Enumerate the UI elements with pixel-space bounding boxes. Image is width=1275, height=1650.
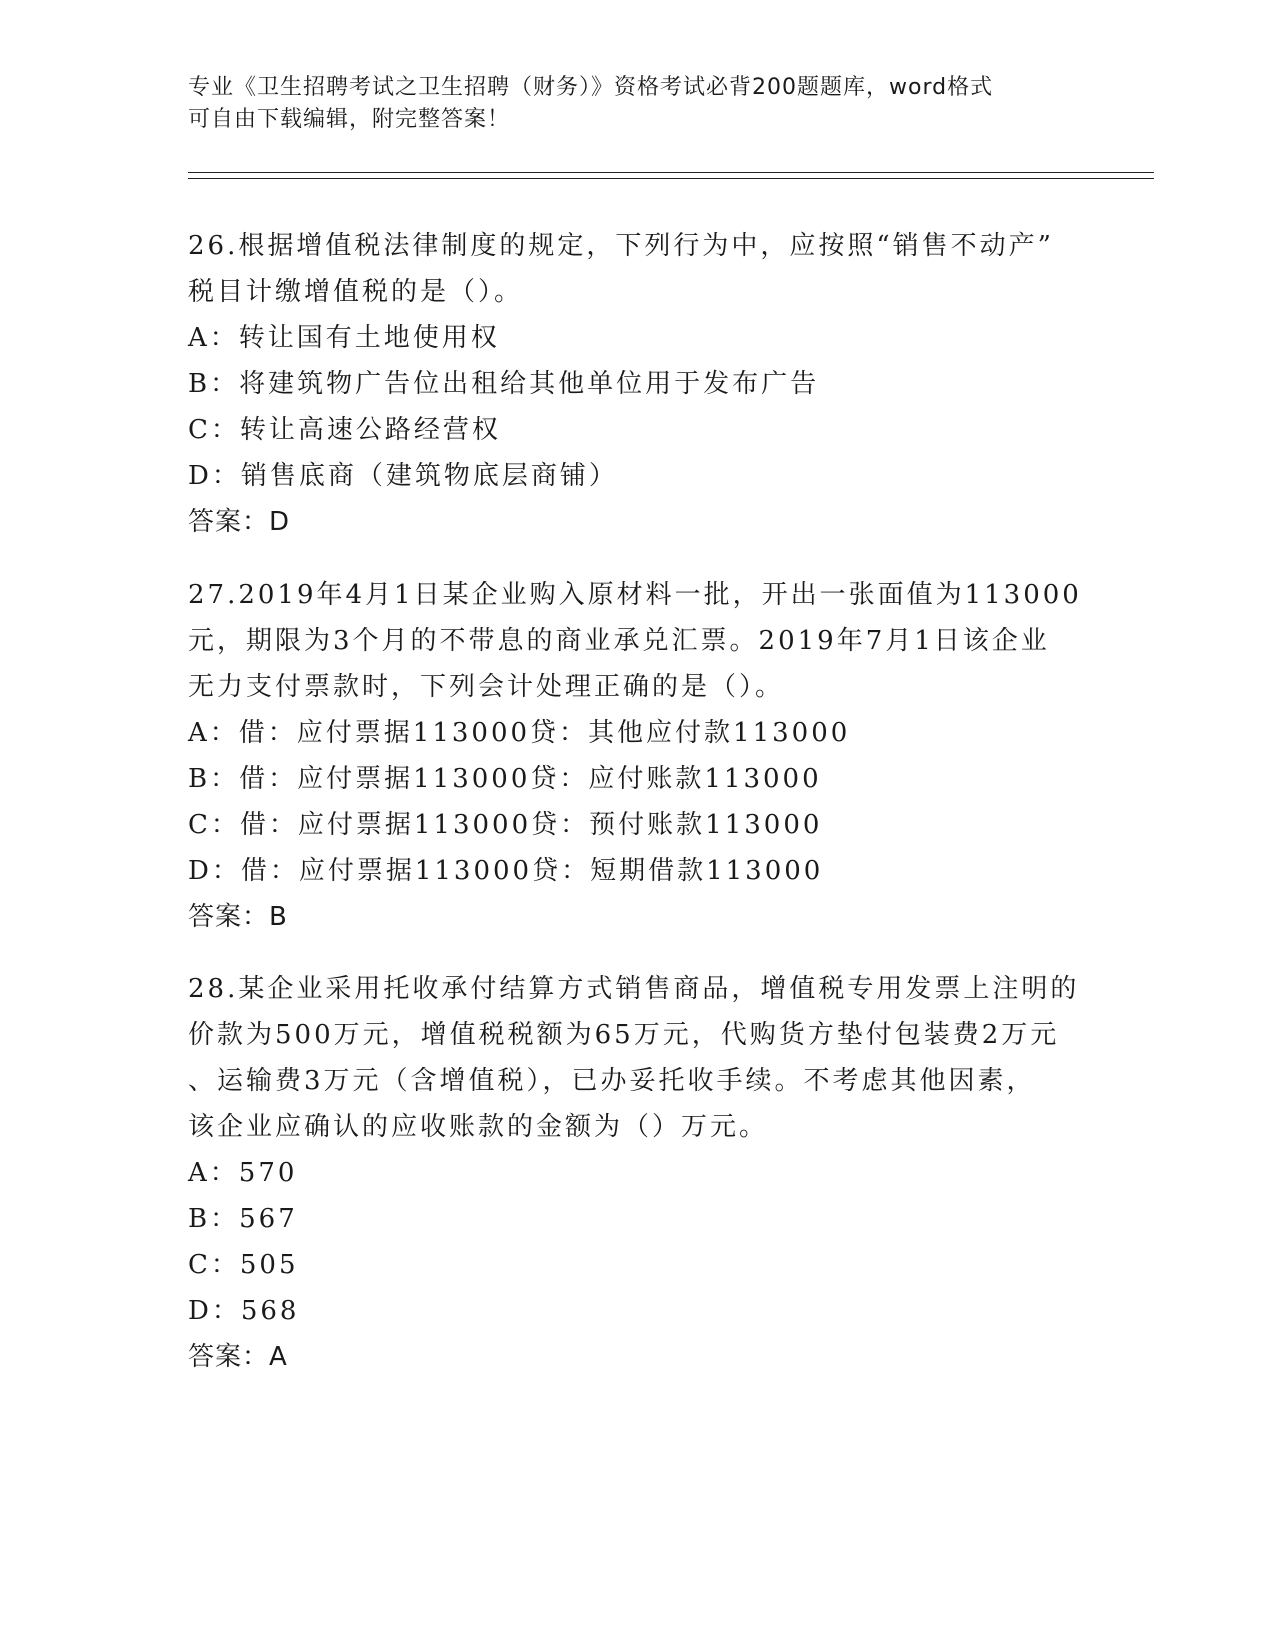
option-d: D：568 (188, 1296, 300, 1326)
question-stem-line: 无力支付票款时，下列会计处理正确的是（）。 (188, 672, 785, 702)
answer: 答案：D (188, 507, 291, 537)
question-stem-line: 、运输费3万元（含增值税），已办妥托收手续。不考虑其他因素， (188, 1066, 1036, 1096)
option-a: A：570 (188, 1158, 298, 1188)
answer: 答案：A (188, 1342, 288, 1372)
question-stem-line: 26.根据增值税法律制度的规定，下列行为中，应按照“销售不动产” (188, 231, 1054, 261)
option-b: B：567 (188, 1204, 298, 1234)
header-divider-top (188, 172, 1154, 173)
document-header (188, 72, 1088, 136)
option-c: C：转让高速公路经营权 (188, 415, 501, 445)
option-c: C：505 (188, 1250, 299, 1280)
question-stem-line: 税目计缴增值税的是（）。 (188, 277, 524, 307)
option-a: A：借：应付票据113000贷：其他应付款113000 (188, 718, 851, 748)
question-stem-line: 该企业应确认的应收账款的金额为（）万元。 (188, 1112, 769, 1142)
option-b: B：借：应付票据113000贷：应付账款113000 (188, 764, 822, 794)
question-stem-line: 元，期限为3个月的不带息的商业承兑汇票。2019年7月1日该企业 (188, 626, 1050, 656)
answer: 答案：B (188, 902, 288, 932)
question-stem-line: 价款为500万元，增值税税额为65万元，代购货方垫付包装费2万元 (188, 1020, 1060, 1050)
option-a: A：转让国有土地使用权 (188, 323, 500, 353)
header-line-2: 可自由下载编辑，附完整答案！ (188, 107, 511, 132)
option-d: D：销售底商（建筑物底层商铺） (188, 461, 618, 491)
option-d: D：借：应付票据113000贷：短期借款113000 (188, 856, 824, 886)
question-28 (188, 966, 1088, 1380)
option-b: B：将建筑物广告位出租给其他单位用于发布广告 (188, 369, 820, 399)
question-stem-line: 28.某企业采用托收承付结算方式销售商品，增值税专用发票上注明的 (188, 974, 1080, 1004)
header-divider-bottom (188, 178, 1154, 179)
question-26 (188, 223, 1088, 545)
option-c: C：借：应付票据113000贷：预付账款113000 (188, 810, 823, 840)
question-stem-line: 27.2019年4月1日某企业购入原材料一批，开出一张面值为113000 (188, 580, 1082, 610)
header-line-1: 专业《卫生招聘考试之卫生招聘（财务）》资格考试必背200题题库，word格式 (188, 75, 994, 100)
question-27 (188, 572, 1088, 940)
